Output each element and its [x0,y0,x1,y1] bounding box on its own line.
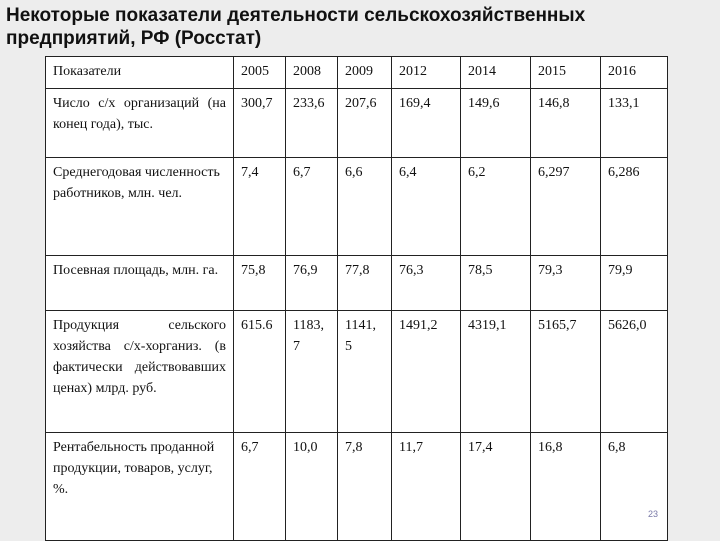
table-row [46,158,668,256]
table-cell: 6,6 [338,158,392,256]
table-cell: 4319,1 [461,311,531,433]
indicators-table [45,56,668,541]
table-cell: 76,9 [286,256,338,311]
page-number: 23 [648,509,659,519]
table-cell: 169,4 [392,89,461,158]
header-cell-indicator: Показатели [46,57,234,89]
table-header-row [46,57,668,89]
header-cell-year: 2015 [531,57,601,89]
table-cell: 17,4 [461,433,531,541]
table-row [46,433,668,541]
table-cell: 6,8 [601,433,668,541]
row-label: Посевная площадь, млн. га. [46,256,234,311]
table-cell: 76,3 [392,256,461,311]
table-cell: 16,8 [531,433,601,541]
header-cell-year: 2008 [286,57,338,89]
table-cell: 233,6 [286,89,338,158]
header-cell-year: 2009 [338,57,392,89]
table-cell: 6,7 [286,158,338,256]
table-row [46,89,668,158]
table-cell: 6,2 [461,158,531,256]
table-cell: 79,9 [601,256,668,311]
slide-title: Некоторые показатели деятельности сельскохозяйственных предприятий, РФ (Росстат) [6,5,586,49]
table-cell: 10,0 [286,433,338,541]
header-cell-year: 2012 [392,57,461,89]
header-cell-year: 2005 [234,57,286,89]
table-cell: 6,4 [392,158,461,256]
table-cell: 7,8 [338,433,392,541]
table-cell: 5165,7 [531,311,601,433]
row-label: Среднегодовая численность работников, млн. чел. [46,158,234,256]
table-cell: 5626,0 [601,311,668,433]
table-cell: 78,5 [461,256,531,311]
table-row [46,256,668,311]
table-cell: 7,4 [234,158,286,256]
header-cell-year: 2014 [461,57,531,89]
table-cell: 207,6 [338,89,392,158]
table-cell: 6,286 [601,158,668,256]
table-cell: 146,8 [531,89,601,158]
table-cell: 1491,2 [392,311,461,433]
table-cell: 6,297 [531,158,601,256]
table-row [46,311,668,433]
table-cell: 1183, 7 [286,311,338,433]
header-cell-year: 2016 [601,57,668,89]
row-label: Продукция сельского хозяйства с/х-хорганиз. (в фактически действовавших ценах) млрд. руб. [46,311,234,433]
table-cell: 1141, 5 [338,311,392,433]
table-cell: 75,8 [234,256,286,311]
table-cell: 11,7 [392,433,461,541]
table-cell: 300,7 [234,89,286,158]
row-label: Число с/х организаций (на конец года), тыс. [46,89,234,158]
table-cell: 615.6 [234,311,286,433]
table-cell: 79,3 [531,256,601,311]
table-cell: 149,6 [461,89,531,158]
table-cell: 6,7 [234,433,286,541]
table-cell: 133,1 [601,89,668,158]
table-cell: 77,8 [338,256,392,311]
row-label: Рентабельность проданной продукции, товаров, услуг, %. [46,433,234,541]
